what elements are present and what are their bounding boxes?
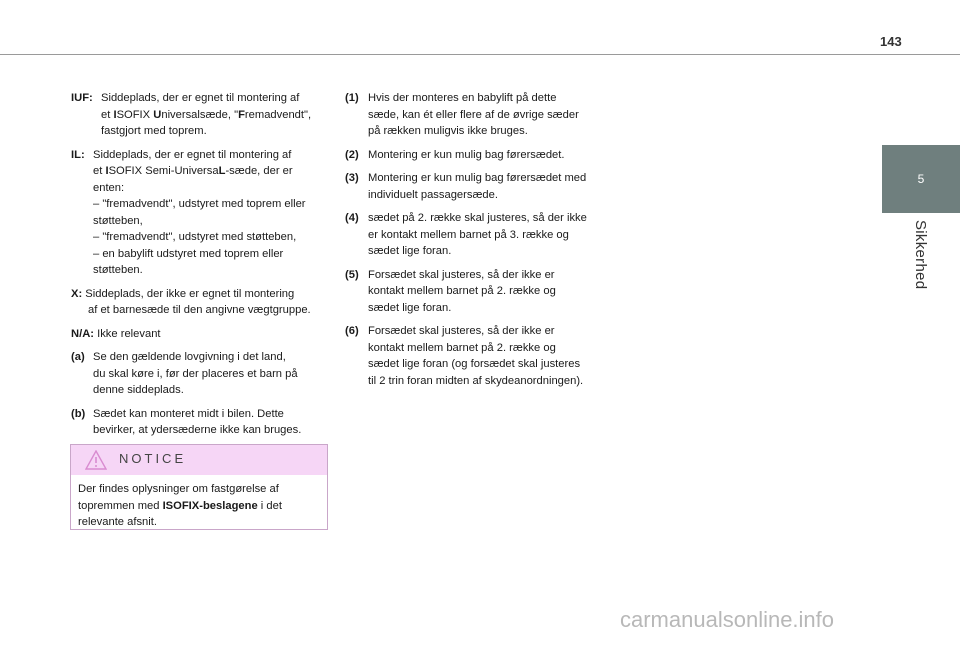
notice-text: Der findes oplysninger om fastgørelse af topremmen med ISOFIX-beslagene i det relevante afsnit. bbox=[78, 483, 282, 528]
definition-line: – "fremadvendt", udstyret med støtteben, bbox=[93, 231, 297, 243]
definition-line: støtteben. bbox=[93, 264, 143, 276]
footnote-marker: (b) bbox=[71, 407, 86, 420]
right-column bbox=[345, 90, 610, 396]
footnote-line: Sædet kan monteret midt i bilen. Dette bbox=[93, 407, 284, 420]
footnote-marker: (5) bbox=[345, 268, 359, 281]
definition-line: Siddeplads, der er egnet til montering af bbox=[93, 148, 292, 161]
definition-na bbox=[71, 326, 331, 343]
definition-term: N/A: bbox=[71, 327, 94, 340]
header-divider bbox=[0, 54, 960, 55]
definition-line: – en babylift udstyret med toprem eller bbox=[93, 247, 284, 260]
footnote-b bbox=[71, 406, 331, 439]
footnote-2: (2) Montering er kun mulig bag førersædet. bbox=[345, 147, 610, 164]
footnote-line: denne siddeplads. bbox=[93, 384, 184, 396]
notice-box bbox=[70, 444, 328, 530]
footnote-1: (1) Hvis der monteres en babylift på dette sæde, kan ét eller flere af de øvrige sæder på rækken muligvis ikke bruges. bbox=[345, 92, 579, 137]
footnote-4: (4) sædet på 2. række skal justeres, så der ikke er kontakt mellem barnet på 3. række og sædet lige foran. bbox=[345, 212, 587, 257]
notice-header bbox=[71, 445, 327, 475]
definition-il bbox=[71, 147, 331, 279]
definition-line: af et barnesæde til den angivne vægtgruppe. bbox=[88, 304, 311, 316]
warning-triangle-icon bbox=[85, 450, 107, 476]
footnote-a bbox=[71, 349, 331, 399]
footnote-line: bevirker, at ydersæderne ikke kan bruges. bbox=[93, 424, 302, 436]
definition-line: et ISOFIX Semi-UniversaL-sæde, der er bbox=[93, 165, 293, 177]
definition-line: enten: bbox=[93, 181, 125, 194]
definition-line: Ikke relevant bbox=[97, 327, 161, 340]
footnote-5: (5) Forsædet skal justeres, så der ikke er kontakt mellem barnet på 2. række og sædet lige foran. bbox=[345, 268, 556, 314]
footnote-6: (6) Forsædet skal justeres, så der ikke er kontakt mellem barnet på 2. række og sædet lige foran (og forsædet skal justeres til 2 trin foran midten af skydeanordningen). bbox=[345, 325, 584, 387]
isofix-reference: ISOFIX-beslagene bbox=[162, 499, 258, 512]
definition-term: IL: bbox=[71, 148, 85, 161]
footnote-line: Se den gældende lovgivning i det land, bbox=[93, 351, 286, 363]
footnote-marker: (2) bbox=[345, 148, 359, 161]
footnote-marker: (1) bbox=[345, 92, 359, 104]
definition-x bbox=[71, 286, 331, 319]
footnote-marker: (6) bbox=[345, 325, 359, 337]
left-column bbox=[71, 90, 331, 446]
footnote-marker: (a) bbox=[71, 351, 85, 363]
watermark: carmanualsonline.info bbox=[620, 607, 835, 632]
chapter-number: 5 bbox=[917, 172, 925, 186]
definition-line: fastgjort med toprem. bbox=[101, 125, 207, 137]
definition-line: Siddeplads, der er egnet til montering af bbox=[101, 92, 300, 104]
page-number: 143 bbox=[880, 34, 902, 49]
definition-term: IUF: bbox=[71, 92, 93, 104]
footnote-marker: (4) bbox=[345, 212, 359, 224]
definition-line: Siddeplads, der ikke er egnet til montering bbox=[85, 287, 295, 300]
chapter-label: Sikkerhed bbox=[912, 220, 929, 290]
definition-line: et ISOFIX Universalsæde, "Fremadvendt", bbox=[101, 108, 312, 121]
footnote-3: (3) Montering er kun mulig bag førersædet med individuelt passagersæde. bbox=[345, 172, 587, 201]
definition-line: – "fremadvendt", udstyret med toprem eller bbox=[93, 198, 306, 210]
definition-iuf bbox=[71, 90, 331, 140]
footnote-marker: (3) bbox=[345, 172, 359, 184]
footnote-line: du skal køre i, før der placeres et barn på bbox=[93, 367, 298, 380]
definition-line: støtteben, bbox=[93, 214, 143, 227]
definition-term: X: bbox=[71, 287, 83, 300]
chapter-tab[interactable] bbox=[882, 145, 960, 213]
notice-title: NOTICE bbox=[119, 451, 187, 466]
